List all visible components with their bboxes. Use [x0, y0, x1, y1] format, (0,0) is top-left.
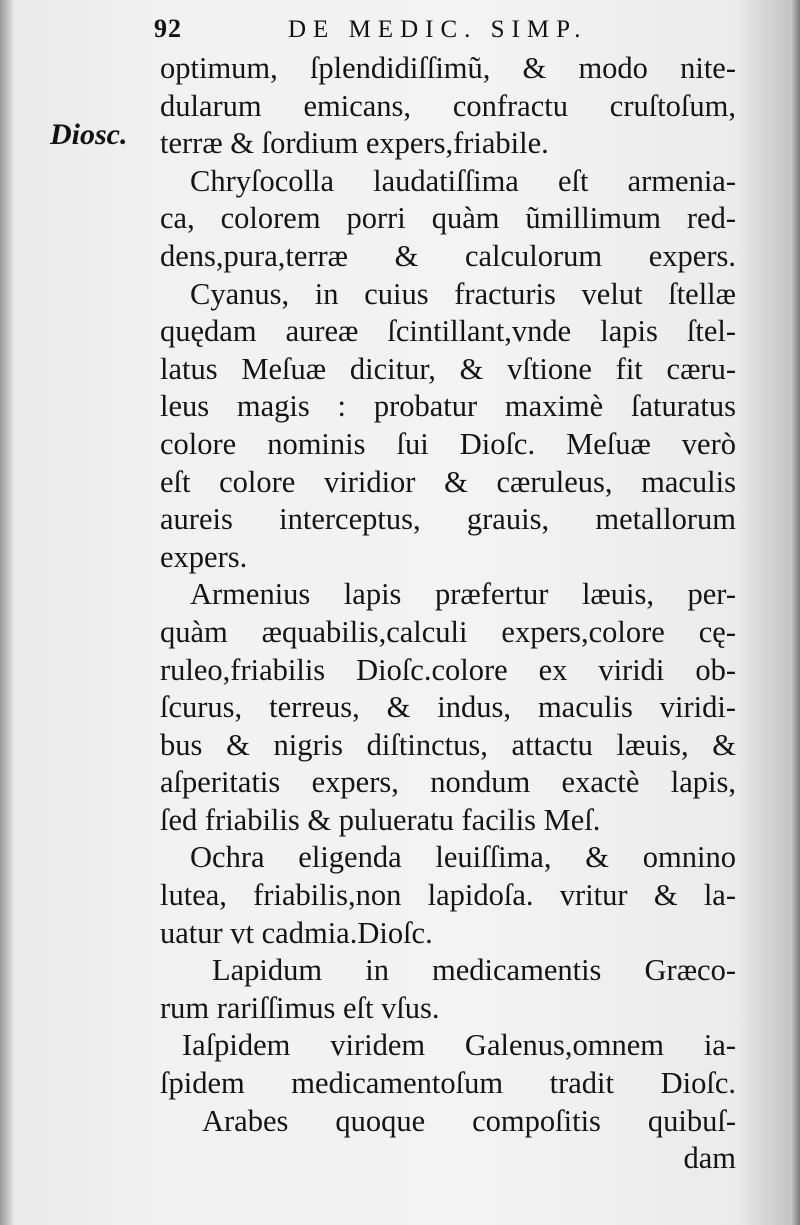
- text-line: ruleo,friabilis Dioſc.colore ex viridi ob-: [160, 652, 736, 687]
- text-line: terræ & ſordium expers,friabile.: [160, 126, 549, 161]
- text-line: bus & nigris diſtinctus, attactu læuis, &: [160, 727, 736, 762]
- page-number: 92: [154, 14, 182, 43]
- text-line: dularum emicans, confractu cruſtoſum,: [160, 88, 736, 123]
- text-line: Lapidum in medicamentis Græco-: [212, 953, 736, 988]
- page-header: [150, 6, 740, 46]
- text-line: ſed friabilis & pulueratu facilis Meſ.: [160, 802, 601, 837]
- text-line: quàm æquabilis,calculi expers,colore cę-: [160, 614, 736, 649]
- text-line: Cyanus, in cuius fracturis velut ſtellæ: [190, 276, 736, 311]
- text-line: aſperitatis expers, nondum exactè lapis,: [160, 765, 736, 800]
- text-line: ſpidem medicamentoſum tradit Dioſc.: [160, 1066, 736, 1101]
- text-line: Arabes quoque compoſitis quibuſ-: [202, 1103, 736, 1138]
- text-line: latus Meſuæ dicitur, & vſtione fit cæru-: [160, 351, 736, 386]
- text-line: dens,pura,terræ & calculorum expers.: [160, 238, 736, 273]
- text-line: optimum, ſplendidiſſimũ, & modo nite-: [160, 51, 736, 85]
- text-line: dam: [683, 1141, 736, 1176]
- margin-note: Diosc.: [50, 118, 128, 151]
- page-edge-shadow: [790, 0, 800, 1225]
- text-line: eſt colore viridior & cæruleus, maculis: [160, 464, 736, 499]
- text-line: Ochra eligenda leuiſſima, & omnino: [190, 840, 736, 875]
- text-line: Iaſpidem viridem Galenus,omnem ia-: [182, 1028, 736, 1063]
- text-line: leus magis : probatur maximè ſaturatus: [160, 389, 736, 424]
- text-line: Chryſocolla laudatiſſima eſt armenia-: [190, 163, 736, 198]
- text-line: Armenius lapis præfertur læuis, per-: [190, 577, 736, 612]
- text-line: uatur vt cadmia.Dioſc.: [160, 915, 433, 950]
- text-line: quędam aureæ ſcintillant,vnde lapis ſtel-: [160, 314, 736, 349]
- text-line: ſcurus, terreus, & indus, maculis viridi-: [160, 690, 736, 725]
- text-line: aureis interceptus, grauis, metallorum: [160, 502, 736, 537]
- gutter-shadow: [0, 0, 14, 1225]
- text-line: colore nominis ſui Dioſc. Meſuæ verò: [160, 426, 736, 461]
- text-line: expers.: [160, 539, 248, 574]
- text-line: lutea, friabilis,non lapidoſa. vritur & la-: [160, 878, 736, 913]
- text-line: rum rariſſimus eſt vſus.: [160, 990, 440, 1025]
- text-line: ca, colorem porri quàm ũmillimum red-: [160, 201, 736, 236]
- running-title: DE MEDIC. SIMP.: [288, 16, 588, 43]
- body-text: [160, 50, 736, 1178]
